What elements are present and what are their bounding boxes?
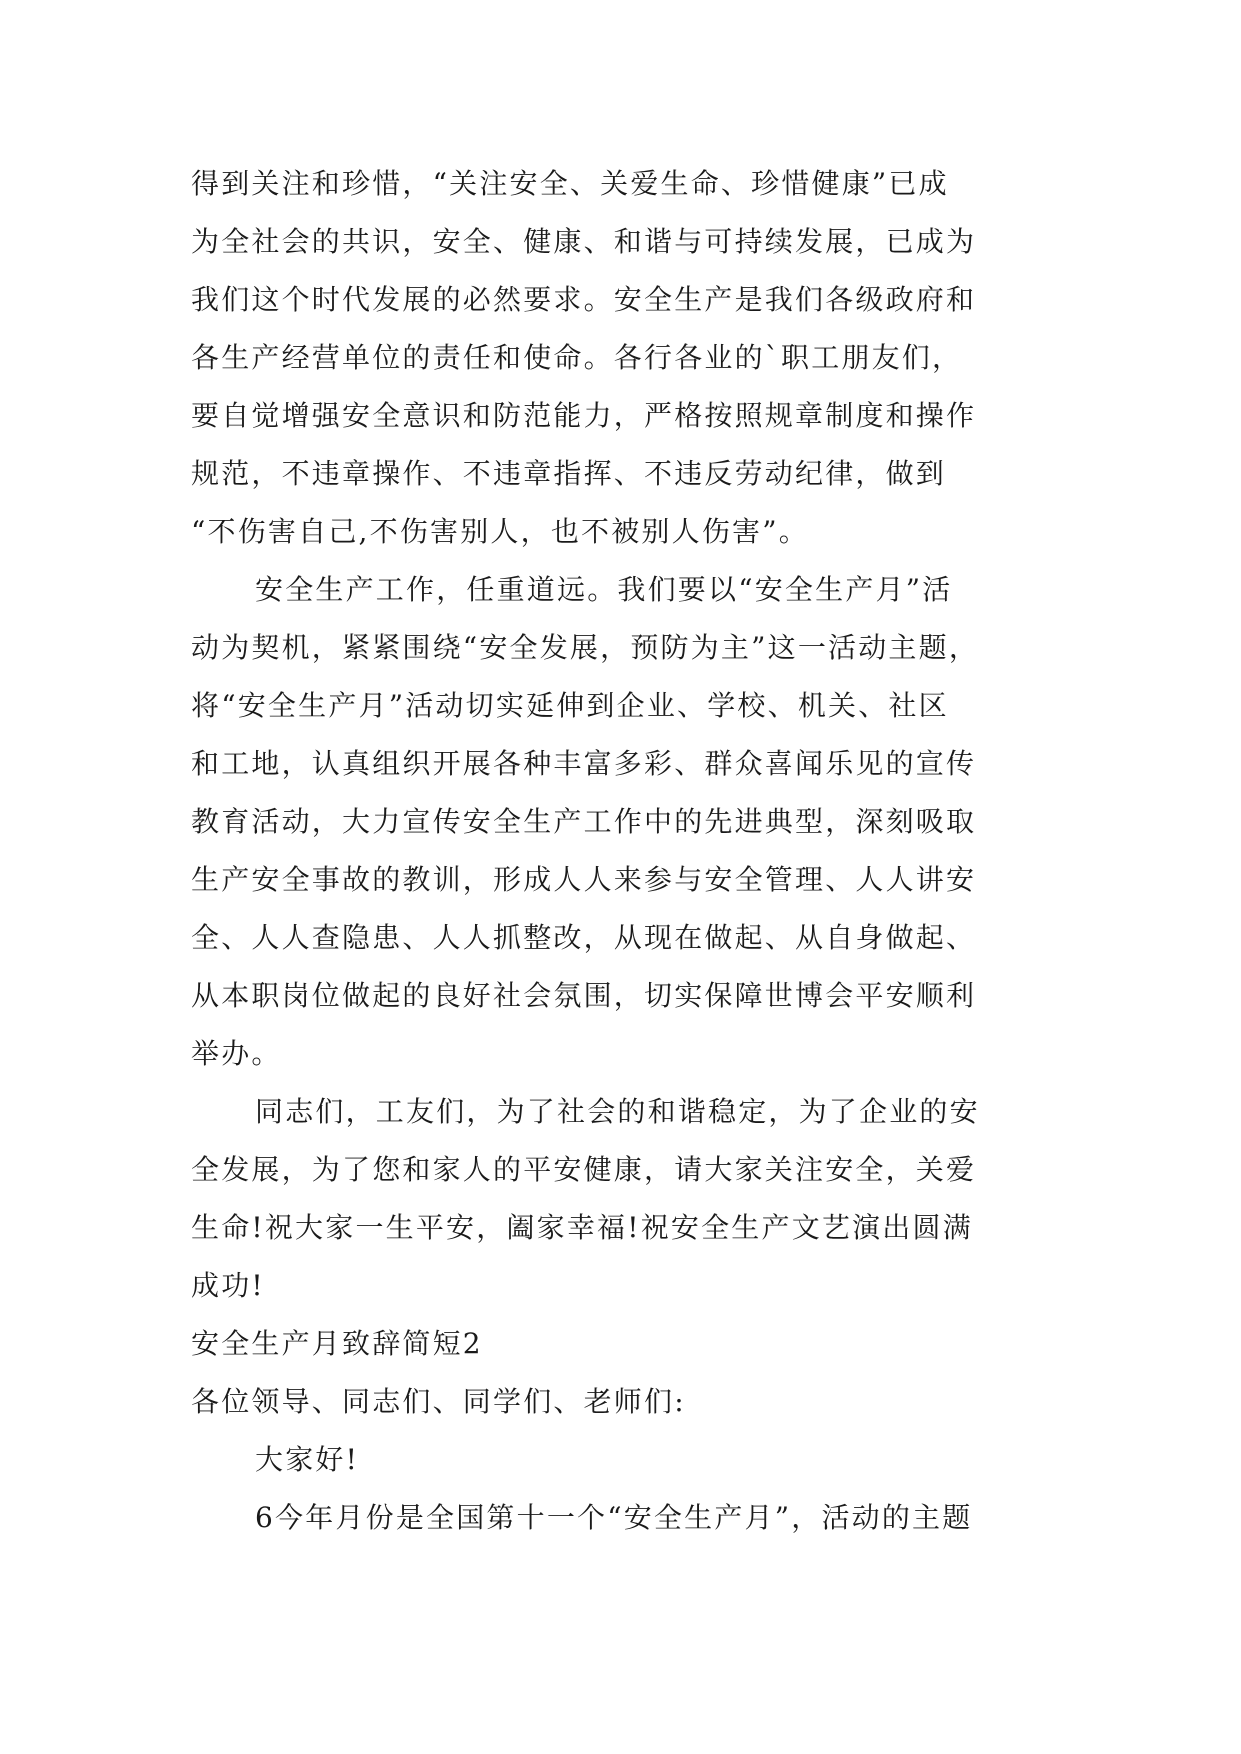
text-line: 为全社会的共识，安全、健康、和谐与可持续发展，已成为 [191, 225, 977, 258]
text-line: 得到关注和珍惜，“关注安全、关爱生命、珍惜健康”已成 [191, 167, 949, 200]
text-line: 动为契机，紧紧围绕“安全发展，预防为主”这一活动主题， [191, 631, 980, 664]
text-line: 规范，不违章操作、不违章指挥、不违反劳动纪律，做到 [191, 457, 947, 490]
text-line: 和工地，认真组织开展各种丰富多彩、群众喜闻乐见的宣传 [191, 747, 977, 780]
text-line: 成功! [191, 1269, 265, 1302]
text-line: 全、人人查隐患、人人抓整改，从现在做起、从自身做起、 [191, 921, 977, 954]
text-line: 我们这个时代发展的必然要求。安全生产是我们各级政府和 [191, 283, 977, 316]
text-line: 从本职岗位做起的良好社会氛围，切实保障世博会平安顺利 [191, 979, 977, 1012]
text-line: 各生产经营单位的责任和使命。各行各业的`职工朋友们， [191, 341, 963, 374]
body-text [191, 155, 1071, 1547]
text-line: 将“安全生产月”活动切实延伸到企业、学校、机关、社区 [191, 689, 949, 722]
text-line: 生命!祝大家一生平安，阖家幸福!祝安全生产文艺演出圆满 [191, 1211, 973, 1244]
salutation-line: 各位领导、同志们、同学们、老师们: [191, 1385, 686, 1418]
paragraph-start-line: 6今年月份是全国第十一个“安全生产月”，活动的主题 [255, 1501, 973, 1534]
paragraph-start-line: 同志们，工友们，为了社会的和谐稳定，为了企业的安 [255, 1095, 980, 1128]
text-line: 全发展，为了您和家人的平安健康，请大家关注安全，关爱 [191, 1153, 977, 1186]
section-heading: 安全生产月致辞简短2 [191, 1327, 483, 1360]
text-line: 教育活动，大力宣传安全生产工作中的先进典型，深刻吸取 [191, 805, 977, 838]
text-line: 生产安全事故的教训，形成人人来参与安全管理、人人讲安 [191, 863, 977, 896]
greeting-line: 大家好! [255, 1443, 360, 1476]
paragraph-start-line: 安全生产工作，任重道远。我们要以“安全生产月”活 [255, 573, 953, 606]
text-line: “不伤害自己,不伤害别人，也不被别人伤害”。 [191, 515, 809, 548]
text-line: 要自觉增强安全意识和防范能力，严格按照规章制度和操作 [191, 399, 977, 432]
text-line: 举办。 [191, 1037, 282, 1070]
